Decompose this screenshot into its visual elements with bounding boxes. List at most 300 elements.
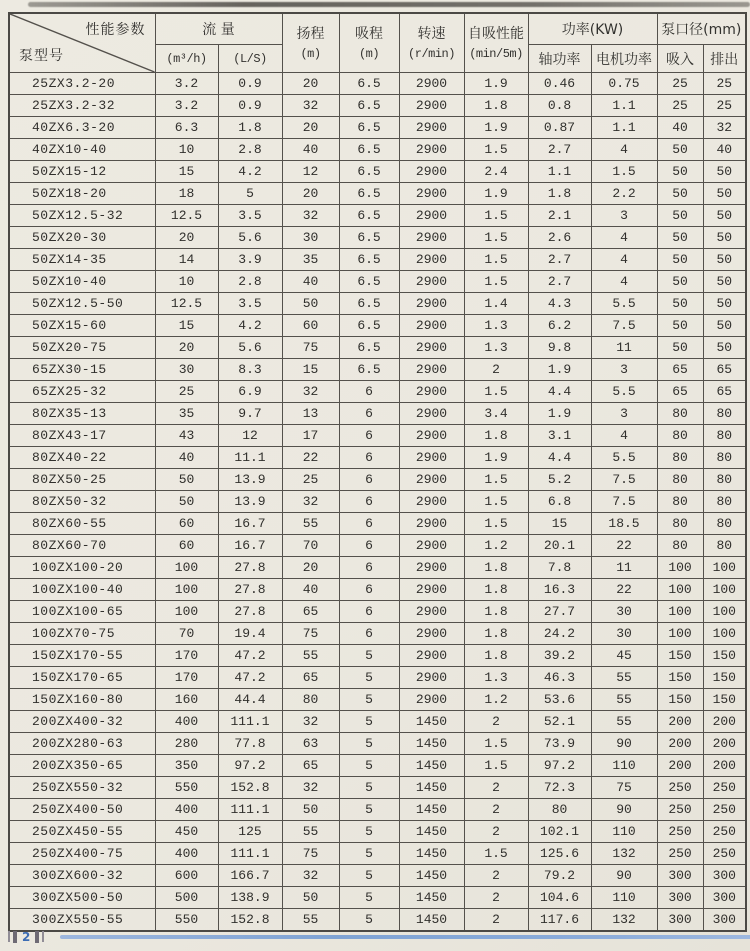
value-cell: 5.5 [591,381,657,403]
table-row [9,579,746,601]
value-cell: 32 [282,711,339,733]
table-row [9,777,746,799]
value-cell: 250 [657,777,703,799]
value-cell: 2900 [399,271,464,293]
value-cell: 50 [657,337,703,359]
value-cell: 2 [464,887,528,909]
value-cell: 55 [591,689,657,711]
value-cell: 3.2 [155,73,218,95]
value-cell: 6 [339,447,399,469]
table-row [9,755,746,777]
pump-model-cell: 80ZX50-25 [9,469,155,491]
value-cell: 60 [155,535,218,557]
value-cell: 2 [464,799,528,821]
value-cell: 2 [464,711,528,733]
value-cell: 20.1 [528,535,591,557]
value-cell: 55 [591,667,657,689]
value-cell: 50 [703,337,746,359]
value-cell: 6.5 [339,161,399,183]
pump-model-cell: 25ZX3.2-32 [9,95,155,117]
value-cell: 1.1 [591,95,657,117]
value-cell: 6.5 [339,73,399,95]
table-row [9,733,746,755]
value-cell: 2900 [399,447,464,469]
pump-model-cell: 150ZX160-80 [9,689,155,711]
page-footer [8,929,750,945]
table-row [9,601,746,623]
value-cell: 4 [591,249,657,271]
value-cell: 35 [282,249,339,271]
value-cell: 70 [282,535,339,557]
header-head: 扬程 (m) [282,13,339,73]
table-row [9,843,746,865]
pump-model-cell: 300ZX500-50 [9,887,155,909]
value-cell: 97.2 [218,755,282,777]
value-cell: 30 [155,359,218,381]
value-cell: 17 [282,425,339,447]
pump-model-cell: 200ZX400-32 [9,711,155,733]
value-cell: 0.87 [528,117,591,139]
value-cell: 110 [591,755,657,777]
value-cell: 0.9 [218,73,282,95]
table-row [9,359,746,381]
scan-edge-artifact [28,2,750,7]
value-cell: 1.3 [464,337,528,359]
value-cell: 1450 [399,865,464,887]
value-cell: 160 [155,689,218,711]
pump-model-cell: 50ZX15-12 [9,161,155,183]
pump-model-cell: 300ZX600-32 [9,865,155,887]
footer-rule [60,935,750,939]
table-row [9,337,746,359]
value-cell: 170 [155,667,218,689]
value-cell: 1.8 [218,117,282,139]
value-cell: 4.2 [218,161,282,183]
value-cell: 97.2 [528,755,591,777]
value-cell: 2.7 [528,249,591,271]
value-cell: 200 [657,711,703,733]
value-cell: 22 [282,447,339,469]
value-cell: 73.9 [528,733,591,755]
value-cell: 300 [703,887,746,909]
value-cell: 1.5 [464,491,528,513]
value-cell: 500 [155,887,218,909]
value-cell: 50 [657,271,703,293]
value-cell: 111.1 [218,843,282,865]
value-cell: 250 [703,777,746,799]
table-row [9,799,746,821]
value-cell: 90 [591,865,657,887]
value-cell: 8.3 [218,359,282,381]
value-cell: 55 [591,711,657,733]
value-cell: 6.3 [155,117,218,139]
value-cell: 300 [657,865,703,887]
value-cell: 2900 [399,491,464,513]
table-row [9,557,746,579]
table-row [9,821,746,843]
value-cell: 132 [591,843,657,865]
value-cell: 150 [703,689,746,711]
value-cell: 6 [339,381,399,403]
value-cell: 65 [282,601,339,623]
value-cell: 150 [657,689,703,711]
value-cell: 6.5 [339,315,399,337]
value-cell: 250 [657,843,703,865]
pump-model-cell: 50ZX20-75 [9,337,155,359]
value-cell: 60 [282,315,339,337]
table-row [9,139,746,161]
value-cell: 80 [657,535,703,557]
value-cell: 32 [282,777,339,799]
table-row [9,447,746,469]
value-cell: 5 [339,843,399,865]
value-cell: 6.8 [528,491,591,513]
value-cell: 30 [591,623,657,645]
value-cell: 2900 [399,425,464,447]
table-row [9,381,746,403]
value-cell: 300 [657,887,703,909]
header-performance-params: 性能参数 [85,22,146,38]
header-outlet: 排出 [703,45,746,73]
value-cell: 25 [703,73,746,95]
value-cell: 13.9 [218,491,282,513]
value-cell: 2900 [399,689,464,711]
pump-model-cell: 150ZX170-55 [9,645,155,667]
value-cell: 5.6 [218,227,282,249]
value-cell: 80 [657,425,703,447]
table-row [9,95,746,117]
value-cell: 1450 [399,777,464,799]
value-cell: 44.4 [218,689,282,711]
table-row [9,513,746,535]
value-cell: 25 [657,95,703,117]
value-cell: 50 [657,183,703,205]
header-flow-ls: (L/S) [218,45,282,73]
value-cell: 50 [703,183,746,205]
value-cell: 100 [703,623,746,645]
value-cell: 2.4 [464,161,528,183]
value-cell: 12.5 [155,293,218,315]
table-row [9,689,746,711]
value-cell: 2900 [399,95,464,117]
value-cell: 450 [155,821,218,843]
value-cell: 65 [703,359,746,381]
value-cell: 250 [657,799,703,821]
table-row [9,73,746,95]
value-cell: 100 [657,623,703,645]
value-cell: 1.8 [464,645,528,667]
value-cell: 2 [464,821,528,843]
value-cell: 60 [155,513,218,535]
value-cell: 45 [591,645,657,667]
value-cell: 25 [155,381,218,403]
pump-model-cell: 300ZX550-55 [9,909,155,932]
value-cell: 1450 [399,909,464,932]
value-cell: 6 [339,535,399,557]
value-cell: 2900 [399,315,464,337]
table-row [9,623,746,645]
value-cell: 5.5 [591,293,657,315]
header-self-priming: 自吸性能 (min/5m) [464,13,528,73]
value-cell: 11 [591,557,657,579]
value-cell: 6 [339,513,399,535]
header-power: 功率(KW) [528,13,657,45]
header-shaft-power: 轴功率 [528,45,591,73]
value-cell: 80 [282,689,339,711]
value-cell: 5.5 [591,447,657,469]
footer-bar-icon [8,931,10,942]
value-cell: 50 [282,293,339,315]
value-cell: 80 [703,535,746,557]
value-cell: 250 [657,821,703,843]
value-cell: 6.5 [339,183,399,205]
value-cell: 1.9 [464,117,528,139]
value-cell: 104.6 [528,887,591,909]
value-cell: 4 [591,425,657,447]
footer-bar-icon [35,931,39,943]
value-cell: 1450 [399,887,464,909]
value-cell: 6.5 [339,227,399,249]
value-cell: 1.8 [464,557,528,579]
value-cell: 2 [464,359,528,381]
value-cell: 80 [657,447,703,469]
pump-model-cell: 80ZX60-70 [9,535,155,557]
value-cell: 2900 [399,183,464,205]
value-cell: 6.5 [339,293,399,315]
value-cell: 4 [591,139,657,161]
table-row [9,315,746,337]
table-row [9,865,746,887]
value-cell: 1.5 [464,139,528,161]
value-cell: 80 [703,447,746,469]
value-cell: 16.3 [528,579,591,601]
value-cell: 200 [703,733,746,755]
value-cell: 55 [282,513,339,535]
value-cell: 12 [282,161,339,183]
value-cell: 63 [282,733,339,755]
pump-model-cell: 200ZX350-65 [9,755,155,777]
value-cell: 65 [657,359,703,381]
value-cell: 100 [703,557,746,579]
value-cell: 2900 [399,73,464,95]
value-cell: 250 [703,843,746,865]
value-cell: 125 [218,821,282,843]
value-cell: 4.4 [528,447,591,469]
value-cell: 125.6 [528,843,591,865]
table-row [9,425,746,447]
value-cell: 111.1 [218,799,282,821]
value-cell: 1450 [399,733,464,755]
value-cell: 1450 [399,711,464,733]
value-cell: 300 [703,865,746,887]
value-cell: 50 [703,315,746,337]
value-cell: 1450 [399,843,464,865]
value-cell: 2900 [399,645,464,667]
value-cell: 100 [657,579,703,601]
value-cell: 3.1 [528,425,591,447]
value-cell: 3 [591,359,657,381]
value-cell: 400 [155,711,218,733]
value-cell: 50 [657,139,703,161]
value-cell: 1.2 [464,535,528,557]
value-cell: 50 [703,227,746,249]
value-cell: 1.8 [464,601,528,623]
value-cell: 2900 [399,249,464,271]
pump-model-cell: 250ZX450-55 [9,821,155,843]
value-cell: 150 [703,645,746,667]
value-cell: 1.4 [464,293,528,315]
value-cell: 10 [155,271,218,293]
pump-model-cell: 25ZX3.2-20 [9,73,155,95]
value-cell: 50 [282,887,339,909]
header-pump-model: 泵型号 [19,48,64,64]
value-cell: 300 [657,909,703,932]
value-cell: 6.5 [339,117,399,139]
value-cell: 25 [703,95,746,117]
value-cell: 4.4 [528,381,591,403]
value-cell: 1450 [399,755,464,777]
value-cell: 35 [155,403,218,425]
value-cell: 7.8 [528,557,591,579]
value-cell: 1.2 [464,689,528,711]
value-cell: 200 [657,733,703,755]
header-flow: 流 量 [155,13,282,45]
value-cell: 1.3 [464,667,528,689]
value-cell: 2900 [399,161,464,183]
pump-spec-table-container [8,12,747,932]
table-row [9,645,746,667]
value-cell: 550 [155,777,218,799]
value-cell: 25 [282,469,339,491]
value-cell: 80 [657,469,703,491]
value-cell: 400 [155,843,218,865]
table-row [9,469,746,491]
value-cell: 600 [155,865,218,887]
pump-model-cell: 250ZX400-75 [9,843,155,865]
value-cell: 250 [703,799,746,821]
value-cell: 200 [703,755,746,777]
value-cell: 2900 [399,227,464,249]
value-cell: 47.2 [218,645,282,667]
value-cell: 80 [703,425,746,447]
value-cell: 80 [657,513,703,535]
value-cell: 5 [339,821,399,843]
table-row [9,535,746,557]
value-cell: 5 [339,887,399,909]
value-cell: 77.8 [218,733,282,755]
value-cell: 1.8 [528,183,591,205]
pump-model-cell: 80ZX50-32 [9,491,155,513]
value-cell: 27.8 [218,601,282,623]
header-speed-unit: (r/min) [408,46,455,61]
pump-model-cell: 50ZX12.5-50 [9,293,155,315]
table-row [9,227,746,249]
value-cell: 100 [657,601,703,623]
value-cell: 100 [155,557,218,579]
header-port: 泵口径(mm) [657,13,746,45]
value-cell: 1.5 [464,249,528,271]
value-cell: 2900 [399,535,464,557]
value-cell: 40 [282,271,339,293]
value-cell: 2900 [399,579,464,601]
value-cell: 152.8 [218,909,282,932]
pump-model-cell: 150ZX170-65 [9,667,155,689]
value-cell: 12 [218,425,282,447]
value-cell: 1.5 [464,513,528,535]
value-cell: 110 [591,887,657,909]
value-cell: 65 [703,381,746,403]
value-cell: 55 [282,821,339,843]
value-cell: 2 [464,865,528,887]
value-cell: 2.2 [591,183,657,205]
table-row [9,909,746,932]
value-cell: 50 [703,271,746,293]
value-cell: 15 [155,315,218,337]
value-cell: 55 [282,909,339,932]
value-cell: 3 [591,403,657,425]
value-cell: 9.8 [528,337,591,359]
value-cell: 1.5 [591,161,657,183]
value-cell: 6.5 [339,95,399,117]
value-cell: 5 [339,645,399,667]
value-cell: 5 [339,865,399,887]
value-cell: 1.5 [464,755,528,777]
header-speed: 转速 (r/min) [399,13,464,73]
value-cell: 5 [339,799,399,821]
value-cell: 47.2 [218,667,282,689]
value-cell: 5 [339,689,399,711]
value-cell: 2900 [399,513,464,535]
value-cell: 280 [155,733,218,755]
value-cell: 0.75 [591,73,657,95]
value-cell: 50 [657,161,703,183]
pump-model-cell: 250ZX550-32 [9,777,155,799]
header-suction: 吸程 (m) [339,13,399,73]
value-cell: 79.2 [528,865,591,887]
value-cell: 50 [155,469,218,491]
value-cell: 30 [282,227,339,249]
value-cell: 7.5 [591,469,657,491]
value-cell: 7.5 [591,491,657,513]
value-cell: 6 [339,403,399,425]
value-cell: 152.8 [218,777,282,799]
pump-model-cell: 40ZX6.3-20 [9,117,155,139]
value-cell: 3 [591,205,657,227]
table-row [9,887,746,909]
pump-model-cell: 40ZX10-40 [9,139,155,161]
pump-spec-table [8,12,747,932]
value-cell: 6.5 [339,205,399,227]
value-cell: 24.2 [528,623,591,645]
value-cell: 117.6 [528,909,591,932]
value-cell: 90 [591,733,657,755]
value-cell: 1.8 [464,95,528,117]
value-cell: 2 [464,777,528,799]
footer-bar-icon [42,931,44,942]
table-row [9,183,746,205]
value-cell: 5.6 [218,337,282,359]
value-cell: 100 [703,579,746,601]
value-cell: 5 [339,777,399,799]
value-cell: 2900 [399,623,464,645]
value-cell: 2900 [399,403,464,425]
value-cell: 166.7 [218,865,282,887]
header-suction-unit: (m) [358,46,380,61]
value-cell: 20 [282,73,339,95]
value-cell: 75 [282,623,339,645]
value-cell: 40 [657,117,703,139]
value-cell: 250 [703,821,746,843]
